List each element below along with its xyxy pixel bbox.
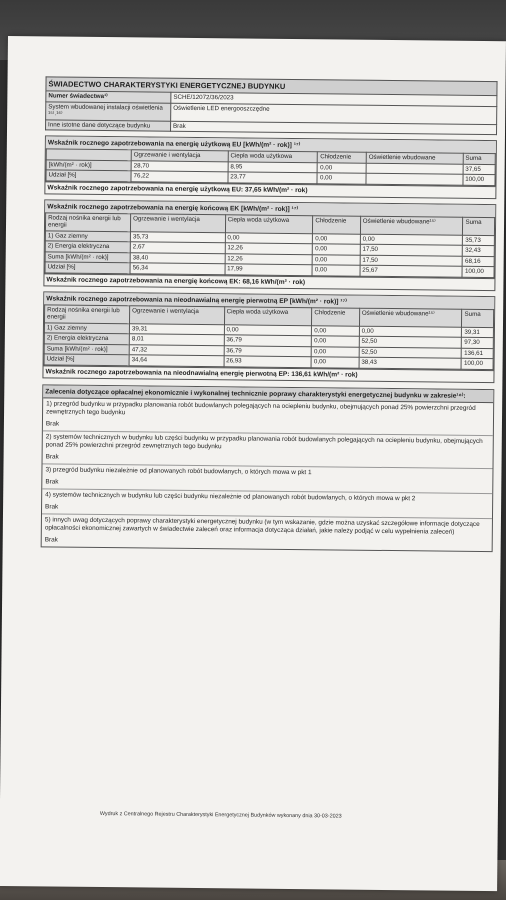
- ek-cell: 12,26: [225, 243, 313, 254]
- ep-cell: 39,31: [462, 327, 494, 338]
- ep-cell: 0,00: [359, 326, 462, 338]
- recommendations-title: Zalecenia dotyczące opłacalnej ekonomicznie i wykonalnej technicznie poprawy charakterystyki energetycznej budynku w zakresie¹⁸⁾:: [43, 385, 493, 403]
- ek-col-4: Oświetlenie wbudowane¹⁵⁾: [360, 216, 463, 235]
- ep-cell: 0,00: [312, 325, 360, 336]
- ep-cell: 0,00: [224, 324, 312, 335]
- recommendation-answer: Brak: [42, 476, 492, 494]
- ep-col-3: Chłodzenie: [312, 307, 360, 325]
- ek-total-label: Udział [%]: [45, 262, 130, 273]
- eu-col-1: Ogrzewanie i wentylacja: [131, 150, 228, 162]
- certificate-number-label: Numer świadectwa¹⁾: [46, 91, 171, 103]
- ek-col-2: Ciepła woda użytkowa: [225, 214, 313, 233]
- ek-cell: 35,73: [463, 235, 495, 246]
- eu-col-4: Oświetlenie wbudowane: [366, 152, 463, 164]
- ek-title: Wskaźnik rocznego zapotrzebowania na energię końcową EK [kWh/(m² · rok)] ¹⁷⁾: [45, 200, 495, 217]
- ep-cell: 52,50: [359, 336, 462, 348]
- eu-cell: 8,95: [228, 161, 318, 172]
- eu-cell: 0,00: [317, 173, 366, 184]
- header-table: [45, 90, 497, 135]
- ep-table: [44, 304, 495, 370]
- lighting-system-value: Oświetlenie LED energooszczędne: [171, 103, 497, 124]
- eu-cell: 28,70: [131, 160, 228, 172]
- recommendation-answer: Brak: [42, 501, 492, 519]
- recommendation-answer: Brak: [43, 418, 493, 436]
- ek-cell: 0,00: [312, 265, 360, 276]
- eu-table: [45, 148, 495, 185]
- ep-col-0: Rodzaj nośnika energii lub energii: [45, 304, 130, 323]
- recommendation-answer: Brak: [43, 451, 493, 469]
- eu-cell: 100,00: [463, 174, 495, 185]
- page-content: [41, 76, 498, 551]
- ep-cell: 100,00: [461, 358, 493, 369]
- eu-col-5: Suma: [463, 153, 495, 164]
- ek-cell: 38,40: [130, 252, 225, 263]
- eu-row-label: Udział [%]: [46, 170, 131, 181]
- ek-cell: 32,43: [463, 245, 495, 256]
- ek-col-0: Rodzaj nośnika energii lub energii: [45, 212, 130, 231]
- ep-col-5: Suma: [462, 309, 494, 327]
- certificate-title: ŚWIADECTWO CHARAKTERYSTYKI ENERGETYCZNEJ BUDYNKU: [45, 76, 497, 95]
- print-footer: Wydruk z Centralnego Rejestru Charakterystyki Energetycznej Budynków wykonany dnia 30-03-2023: [99, 811, 342, 820]
- ek-cell: 0,00: [312, 254, 360, 265]
- ep-cell: 0,00: [312, 336, 360, 347]
- ep-cell: 26,93: [224, 356, 312, 367]
- ep-title: Wskaźnik rocznego zapotrzebowania na nieodnawialną energię pierwotną EP [kWh/(m² · rok)] ¹⁷⁾: [44, 292, 494, 309]
- recommendation-answer: Brak: [44, 535, 58, 544]
- recommendation-text: 4) systemów technicznych w budynku lub części budynku niezależnie od planowanych robót budowlanych, o których mowa w pkt 2: [45, 490, 416, 502]
- eu-cell: [366, 173, 463, 185]
- ep-cell: 52,50: [359, 347, 462, 359]
- recommendation-text: 5) innych uwag dotyczących poprawy charakterystyki energetycznej budynku (w tym wskazanie, gdzie można uzyskać szczegółowe informacje dotyczące opłacalności ekonomicznej zawartych w świadectwie zaleceń oraz informacja dotycząca działań, jakie należy podjąć w celu wypełnienia zaleceń): [44, 515, 480, 536]
- eu-col-3: Chłodzenie: [318, 152, 367, 163]
- ep-cell: 34,64: [129, 355, 224, 366]
- ek-table: [45, 212, 496, 278]
- recommendations-section: [41, 384, 495, 552]
- ek-summary: Wskaźnik rocznego zapotrzebowania na energię końcową EK: 68,16 kWh/(m² · rok): [44, 273, 494, 290]
- ep-row-label: 2) Energia elektryczna: [44, 333, 129, 344]
- eu-cell: 76,22: [131, 171, 228, 183]
- ep-col-2: Ciepła woda użytkowa: [224, 306, 312, 325]
- ek-cell: 68,16: [463, 256, 495, 267]
- ep-cell: 36,79: [224, 345, 312, 356]
- eu-section: [44, 135, 497, 198]
- ek-row-label: 2) Energia elektryczna: [45, 241, 130, 252]
- eu-summary: Wskaźnik rocznego zapotrzebowania na energię użytkową EU: 37,65 kWh/(m² · rok): [45, 181, 495, 198]
- ep-cell: 0,00: [311, 357, 359, 368]
- recommendation-text: 3) przegród budynku niezależnie od planowanych robót budowlanych, o których mowa w pkt 1: [45, 465, 312, 476]
- other-data-value: Brak: [171, 121, 497, 135]
- ek-cell: 0,00: [225, 232, 313, 243]
- ek-section: [43, 199, 496, 291]
- ep-cell: 47,32: [129, 344, 224, 355]
- eu-row-label: [kWh/(m² · rok)]: [46, 159, 131, 170]
- ep-cell: 36,79: [224, 335, 312, 346]
- other-data-label: Inne istotne dane dotyczące budynku: [46, 119, 171, 131]
- ep-cell: 0,00: [311, 346, 359, 357]
- recommendation-text: 2) systemów technicznych w budynku lub części budynku w przypadku planowania robót budowlanych polegających na ociepleniu budynku, obejmujących ponad 25% powierzchni przegród zewnętrznych tego budynku: [45, 432, 483, 450]
- certificate-page: [0, 36, 506, 891]
- eu-cell: 0,00: [318, 162, 367, 173]
- ep-col-4: Oświetlenie wbudowane¹⁵⁾: [359, 308, 462, 327]
- ek-cell: 35,73: [130, 231, 225, 242]
- ep-cell: 8,01: [129, 334, 224, 345]
- ek-cell: 25,67: [360, 265, 463, 277]
- ek-total-label: Suma [kWh/(m² · rok)]: [45, 251, 130, 262]
- ek-row-label: 1) Gaz ziemny: [45, 230, 130, 241]
- lighting-system-label: System wbudowanej instalacji oświetlenia ¹⁵⁾˒¹⁶⁾: [46, 101, 171, 120]
- ek-cell: 12,26: [225, 253, 313, 264]
- ep-total-label: Udział [%]: [44, 354, 129, 365]
- certificate-number-value: SCHE/12072/36/2023: [171, 92, 497, 106]
- ek-cell: 56,34: [130, 263, 225, 274]
- ek-cell: 0,00: [313, 244, 361, 255]
- eu-cell: 23,77: [228, 172, 318, 183]
- ep-section: [42, 291, 495, 383]
- ek-cell: 17,99: [225, 264, 313, 275]
- ek-cell: 0,00: [360, 234, 463, 246]
- ep-summary: Wskaźnik rocznego zapotrzebowania na nieodnawialną energię pierwotną EP: 136,61 kWh/(m² · rok): [43, 365, 493, 382]
- ep-cell: 38,43: [359, 357, 462, 369]
- ek-cell: 100,00: [462, 266, 494, 277]
- ep-cell: 39,31: [129, 323, 224, 334]
- eu-col-2: Ciepła woda użytkowa: [228, 151, 318, 162]
- ek-cell: 0,00: [313, 233, 361, 244]
- eu-title: Wskaźnik rocznego zapotrzebowania na energię użytkową EU [kWh/(m² · rok)] ¹⁷⁾: [46, 136, 496, 153]
- ek-col-5: Suma: [463, 217, 495, 235]
- ek-col-1: Ogrzewanie i wentylacja: [130, 213, 225, 232]
- ep-cell: 97,30: [462, 337, 494, 348]
- ek-cell: 17,50: [360, 244, 463, 256]
- ek-cell: 2,67: [130, 242, 225, 253]
- ep-col-1: Ogrzewanie i wentylacja: [129, 305, 224, 324]
- eu-cell: 37,65: [463, 164, 495, 175]
- recommendation-text: 1) przegród budynku w przypadku planowania robót budowlanych polegających na ociepleniu budynku, obejmujących ponad 25% powierzchni przegród zewnętrznych tego budynku: [46, 399, 476, 416]
- ek-cell: 17,50: [360, 255, 463, 267]
- ep-cell: 136,61: [462, 348, 494, 359]
- ek-col-3: Chłodzenie: [313, 215, 361, 233]
- ep-total-label: Suma [kWh/(m² · rok)]: [44, 343, 129, 354]
- ep-row-label: 1) Gaz ziemny: [44, 322, 129, 333]
